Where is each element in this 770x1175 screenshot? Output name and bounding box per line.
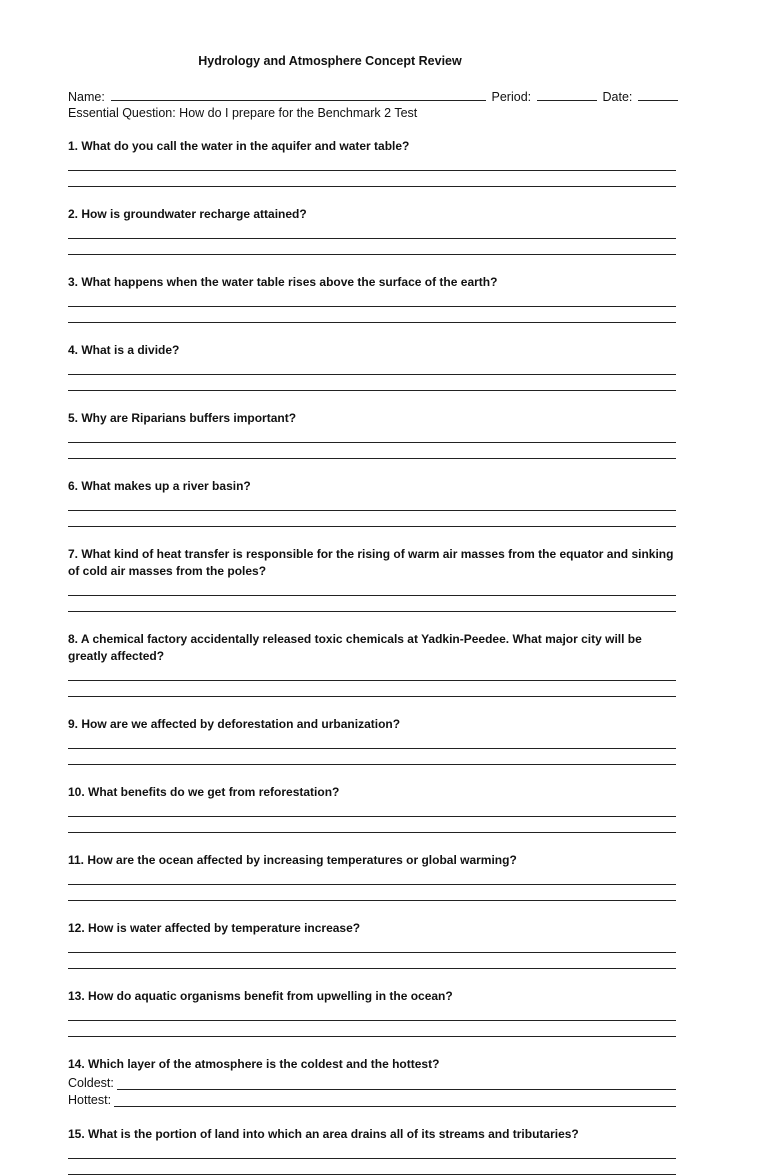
question-text: 4. What is a divide? — [68, 343, 180, 357]
question-spacer — [68, 459, 676, 478]
question-text: 13. How do aquatic organisms benefit from upwelling in the ocean? — [68, 989, 453, 1003]
answer-line[interactable] — [68, 733, 676, 749]
labeled-answer-row — [68, 1090, 676, 1107]
answer-label: Coldest: — [68, 1076, 114, 1090]
question-13 — [68, 988, 676, 1037]
question-4 — [68, 342, 676, 391]
answer-line[interactable] — [68, 1005, 676, 1021]
question-spacer — [68, 391, 676, 410]
question-spacer — [68, 255, 676, 274]
answer-line[interactable] — [68, 580, 676, 596]
answer-line[interactable] — [68, 885, 676, 901]
answer-line[interactable] — [68, 801, 676, 817]
question-14 — [68, 1056, 676, 1107]
question-spacer — [68, 1107, 676, 1126]
answer-label: Hottest: — [68, 1093, 112, 1107]
answer-line[interactable] — [68, 1159, 676, 1175]
question-spacer — [68, 901, 676, 920]
question-spacer — [68, 612, 676, 631]
answer-line[interactable] — [68, 171, 676, 187]
question-text: 12. How is water affected by temperature increase? — [68, 921, 361, 935]
answer-line[interactable] — [114, 1094, 676, 1107]
question-10 — [68, 784, 676, 833]
question-text: 5. Why are Riparians buffers important? — [68, 411, 297, 425]
question-spacer — [68, 697, 676, 716]
answer-line[interactable] — [68, 443, 676, 459]
date-blank[interactable] — [638, 88, 678, 101]
answer-line[interactable] — [68, 953, 676, 969]
answer-line[interactable] — [68, 511, 676, 527]
question-12 — [68, 920, 676, 969]
question-text: 6. What makes up a river basin? — [68, 479, 251, 493]
question-text: 8. A chemical factory accidentally released toxic chemicals at Yadkin-Peedee. What major city will be greatly affected? — [68, 632, 642, 663]
question-text: 1. What do you call the water in the aquifer and water table? — [68, 139, 410, 153]
answer-line[interactable] — [68, 223, 676, 239]
period-label: Period: — [491, 90, 532, 104]
date-label: Date: — [602, 90, 633, 104]
question-spacer — [68, 323, 676, 342]
answer-line[interactable] — [68, 239, 676, 255]
answer-line[interactable] — [68, 1143, 676, 1159]
answer-line[interactable] — [68, 596, 676, 612]
question-15 — [68, 1126, 676, 1175]
question-spacer — [68, 833, 676, 852]
answer-line[interactable] — [68, 1021, 676, 1037]
answer-line[interactable] — [68, 427, 676, 443]
answer-line[interactable] — [68, 817, 676, 833]
labeled-answer-row — [68, 1073, 676, 1090]
question-text: 3. What happens when the water table rises above the surface of the earth? — [68, 275, 498, 289]
question-text: 15. What is the portion of land into which an area drains all of its streams and tributaries? — [68, 1127, 579, 1141]
answer-line[interactable] — [68, 869, 676, 885]
answer-line[interactable] — [68, 937, 676, 953]
question-list — [68, 138, 676, 1175]
question-spacer — [68, 1037, 676, 1056]
answer-line[interactable] — [68, 375, 676, 391]
page-title: Hydrology and Atmosphere Concept Review — [198, 54, 462, 68]
question-6 — [68, 478, 676, 527]
answer-line[interactable] — [68, 155, 676, 171]
question-5 — [68, 410, 676, 459]
answer-line[interactable] — [68, 749, 676, 765]
question-spacer — [68, 765, 676, 784]
name-period-date-row — [68, 88, 678, 105]
question-spacer — [68, 969, 676, 988]
answer-line[interactable] — [117, 1077, 676, 1090]
worksheet-header — [68, 88, 678, 120]
question-text: 2. How is groundwater recharge attained? — [68, 207, 307, 221]
answer-line[interactable] — [68, 291, 676, 307]
name-blank[interactable] — [111, 88, 486, 101]
question-text: 10. What benefits do we get from reforestation? — [68, 785, 340, 799]
question-8 — [68, 631, 676, 697]
name-label: Name: — [68, 90, 105, 104]
answer-line[interactable] — [68, 307, 676, 323]
question-9 — [68, 716, 676, 765]
question-text: 9. How are we affected by deforestation and urbanization? — [68, 717, 401, 731]
answer-line[interactable] — [68, 359, 676, 375]
question-text: 7. What kind of heat transfer is responsible for the rising of warm air masses from the equator and sinking of cold air masses from the poles? — [68, 547, 674, 578]
question-11 — [68, 852, 676, 901]
essential-question: Essential Question: How do I prepare for the Benchmark 2 Test — [68, 106, 418, 120]
answer-line[interactable] — [68, 665, 676, 681]
period-blank[interactable] — [537, 88, 596, 101]
answer-line[interactable] — [68, 681, 676, 697]
question-text: 14. Which layer of the atmosphere is the coldest and the hottest? — [68, 1057, 440, 1071]
question-7 — [68, 546, 676, 612]
question-2 — [68, 206, 676, 255]
question-1 — [68, 138, 676, 187]
question-3 — [68, 274, 676, 323]
question-spacer — [68, 527, 676, 546]
question-spacer — [68, 187, 676, 206]
question-text: 11. How are the ocean affected by increasing temperatures or global warming? — [68, 853, 517, 867]
answer-line[interactable] — [68, 495, 676, 511]
